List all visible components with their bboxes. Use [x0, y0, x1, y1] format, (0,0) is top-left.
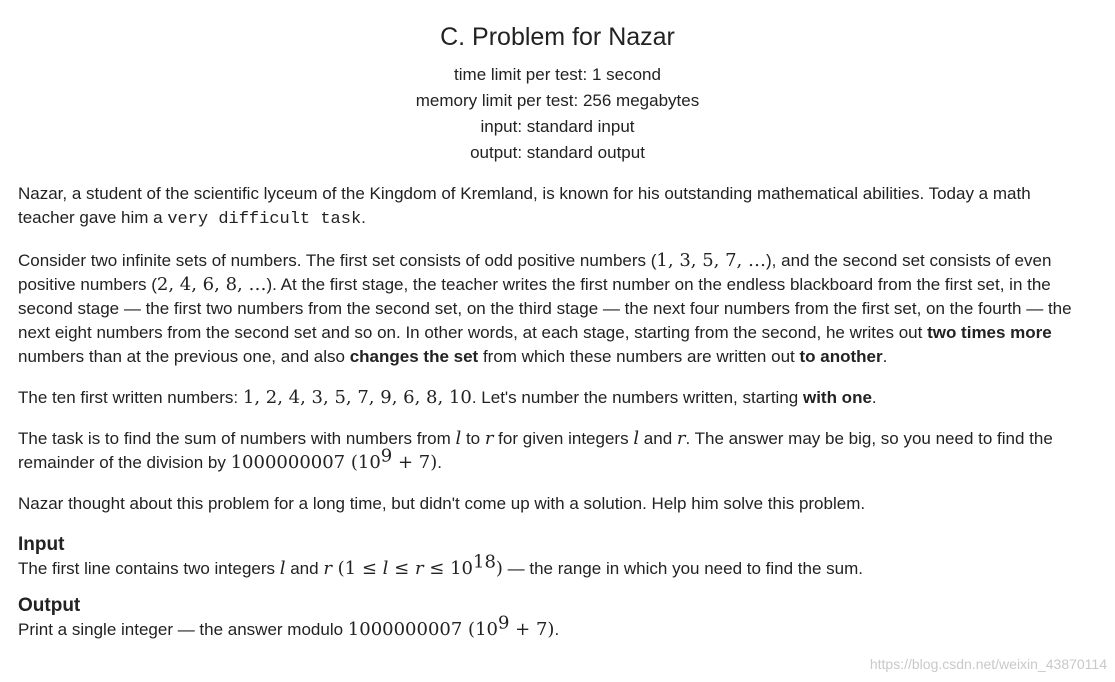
statement-paragraph-2: Consider two infinite sets of numbers. The first set consists of odd positive numbers (1, 3, 5, 7, …), and the second set consists of even positive numbers (2, 4, 6, 8, …). At the first stage, the teacher writes the first number on the endless blackboard from the first set, in the second stage — the first two numbers from the second set, on the third stage — the next four numbers from the first set, on the fourth — the next eight numbers from the second set and so on. In other words, at each stage, starting from the second, he writes out two times more numbers than at the previous one, and also changes the set from which these numbers are written out to another. — [18, 250, 1072, 366]
problem-statement — [18, 182, 1089, 655]
input-section — [18, 533, 1089, 581]
memory-limit: memory limit per test: 256 megabytes — [415, 91, 700, 110]
problem-header — [0, 0, 1115, 166]
input-section-text: The first line contains two integers l and r $(1 \le l \le r \le 10^{18})$ — the range in which you need to find the sum. — [18, 551, 863, 579]
even-sequence: 2, 4, 6, 8, … — [156, 274, 267, 295]
output-file: output: standard output — [470, 143, 645, 162]
input-section-title: Input — [18, 534, 65, 555]
first-ten-numbers: 1, 2, 4, 3, 5, 7, 9, 6, 8, 10 — [242, 387, 472, 408]
problem-title: C. Problem for Nazar — [440, 23, 675, 51]
output-section-text: Print a single integer — the answer modulo 1000000007 $(10^9 + 7)$. — [18, 612, 560, 640]
time-limit: time limit per test: 1 second — [454, 65, 661, 84]
statement-paragraph-1: Nazar, a student of the scientific lyceum of the Kingdom of Kremland, is known for his outstanding mathematical abilities. Today a math teacher gave him a very difficult task. — [18, 184, 1031, 229]
output-section — [18, 594, 1089, 642]
statement-paragraph-4: The task is to find the sum of numbers with numbers from l to r for given integers l and r. The answer may be big, so you need to find the remainder of the division by 1000000007 $(10^9 + 7)$. — [18, 428, 1053, 473]
blog-watermark: https://blog.csdn.net/weixin_43870114 — [869, 656, 1107, 672]
statement-paragraph-3: The ten first written numbers: 1, 2, 4, 3, 5, 7, 9, 6, 8, 10. Let's number the numbers written, starting with one. — [18, 387, 877, 408]
modulus-value: 1000000007 — [230, 452, 346, 473]
task-monospace: very difficult task — [167, 210, 362, 229]
statement-paragraph-5: Nazar thought about this problem for a long time, but didn't come up with a solution. Help him solve this problem. — [18, 494, 866, 513]
input-file: input: standard input — [480, 117, 635, 136]
odd-sequence: 1, 3, 5, 7, … — [656, 250, 767, 271]
output-section-title: Output — [18, 595, 81, 616]
